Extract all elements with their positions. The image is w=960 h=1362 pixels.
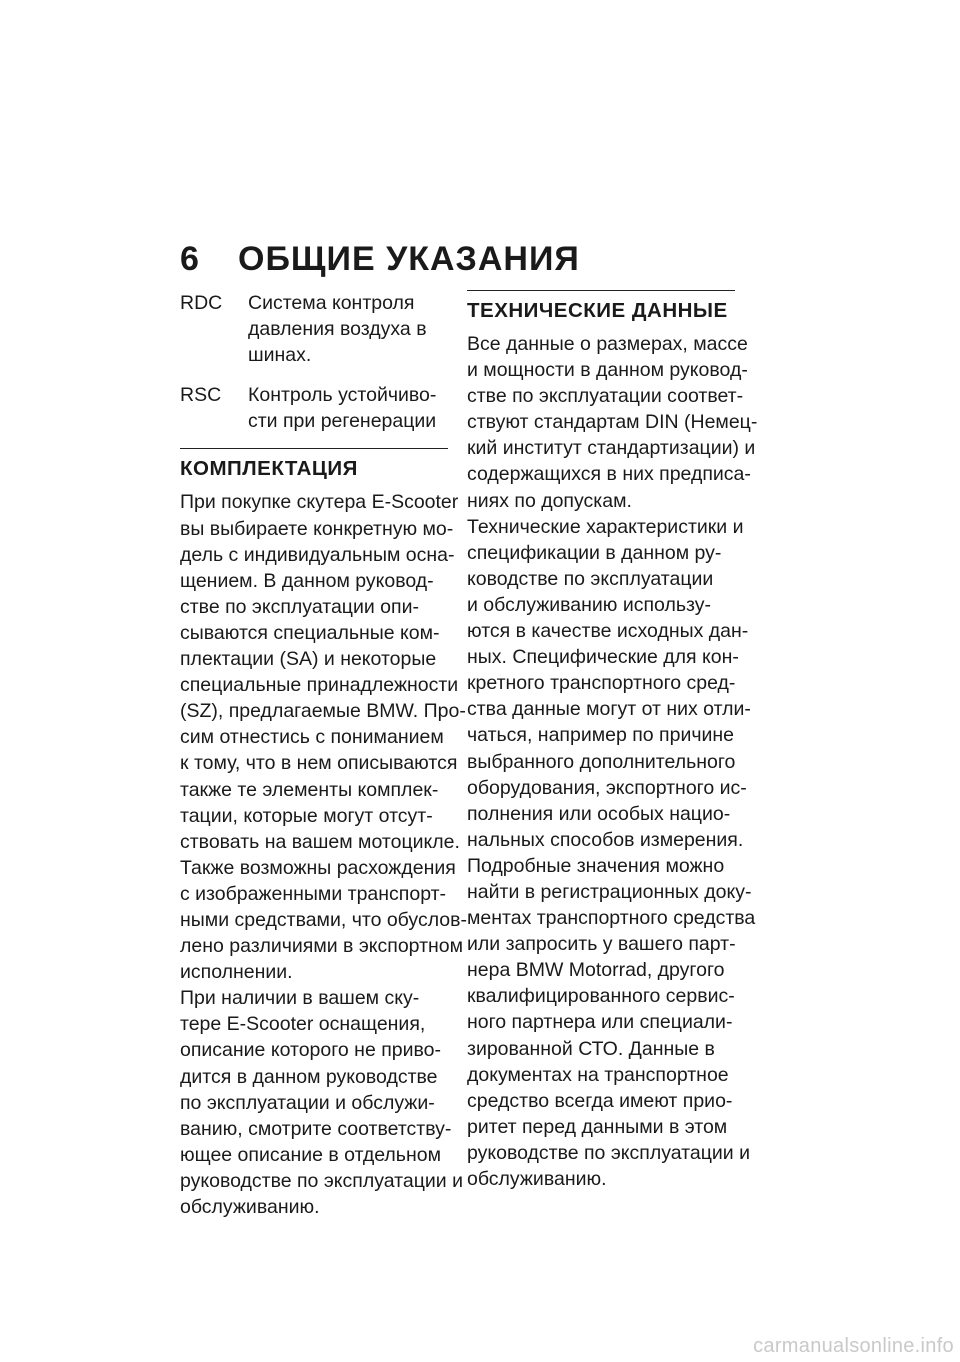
text-line: Контроль устойчиво- (248, 384, 437, 407)
text-line: При покупке скутера E-Scooter (180, 491, 459, 514)
text-line: вы выбираете конкретную мо- (180, 517, 454, 540)
text-line: исполнении. (180, 961, 293, 984)
chapter-number: 6 (180, 240, 200, 278)
text-line: содержащихся в них предписа- (467, 463, 751, 486)
abbreviation-definition (248, 290, 448, 368)
text-line: тации, которые могут отсут- (180, 804, 433, 827)
text-line: сываются специальные ком- (180, 621, 440, 644)
text-line: ного партнера или специали- (467, 1011, 733, 1034)
section-title-technical-data: ТЕХНИЧЕСКИЕ ДАННЫЕ (467, 290, 735, 325)
text-line: ментах транспортного средства (467, 907, 756, 930)
text-line: плектации (SA) и некоторые (180, 648, 437, 671)
text-line: Система контроля (248, 292, 415, 314)
text-line: квалифицированного сервис- (467, 985, 735, 1008)
text-line: стве по эксплуатации опи- (180, 595, 419, 618)
chapter-title: ОБЩИЕ УКАЗАНИЯ (238, 240, 580, 278)
text-line: ются в качестве исходных дан- (467, 620, 749, 643)
text-line: к тому, что в нем описываются (180, 752, 458, 775)
text-line: При наличии в вашем ску- (180, 987, 420, 1010)
text-line: выбранного дополнительного (467, 750, 736, 773)
text-line: ствовать на вашем мотоцикле. (180, 830, 460, 853)
abbreviation-rsc (180, 382, 448, 434)
text-line: с изображенными транспорт- (180, 882, 447, 905)
text-line: давления воздуха в (248, 318, 427, 341)
text-line: ствуют стандартам DIN (Немец- (467, 411, 758, 434)
text-line: также те элементы комплек- (180, 778, 439, 801)
text-line: руководстве по эксплуатации и (180, 1169, 463, 1192)
text-line: кий институт стандартизации) и (467, 437, 756, 460)
text-line: ниях по допускам. (467, 489, 632, 512)
text-line: шинах. (248, 344, 312, 367)
text-line: ных. Специфические для кон- (467, 646, 739, 669)
abbreviation-term: RSC (180, 384, 222, 407)
text-line: кретного транспортного сред- (467, 672, 736, 695)
text-line: и мощности в данном руковод- (467, 359, 748, 382)
text-line: описание которого не приво- (180, 1039, 441, 1062)
text-line: спецификации в данном ру- (467, 541, 722, 564)
text-line: дель с индивидуальным осна- (180, 543, 455, 566)
abbreviation-definition (248, 382, 448, 434)
chapter-heading (180, 240, 580, 279)
text-line: Подробные значения можно (467, 854, 725, 877)
text-line: обслуживанию. (180, 1196, 320, 1218)
text-line: лено различиями в экспортном (180, 935, 464, 958)
text-line: сти при регенерации (248, 410, 437, 433)
text-line: чаться, например по причине (467, 724, 735, 747)
abbreviation-rdc (180, 290, 448, 368)
text-line: ритет перед данными в этом (467, 1115, 728, 1138)
text-line: обслуживанию. (467, 1168, 607, 1190)
text-line: (SZ), предлагаемые BMW. Про- (180, 700, 466, 723)
text-line: нальных способов измерения. (467, 828, 744, 851)
text-line: Все данные о размерах, массе (467, 333, 748, 355)
text-line: средство всегда имеют прио- (467, 1089, 733, 1112)
section-body-equipment (180, 489, 467, 1220)
text-line: руководстве по эксплуатации и (467, 1141, 750, 1164)
text-line: найти в регистрационных доку- (467, 880, 752, 903)
text-line: ными средствами, что обуслов- (180, 908, 467, 931)
text-line: Также возможны расхождения (180, 856, 456, 879)
text-line: тере E-Scooter оснащения, (180, 1013, 426, 1036)
text-line: и обслуживанию использу- (467, 593, 711, 616)
text-line: полнения или особых нацио- (467, 802, 731, 825)
text-line: или запросить у вашего парт- (467, 933, 736, 956)
text-line: специальные принадлежности (180, 674, 459, 697)
text-line: нера BMW Motorrad, другого (467, 959, 725, 982)
section-title-equipment: КОМПЛЕКТАЦИЯ (180, 448, 448, 483)
text-line: сим отнестись с пониманием (180, 726, 444, 749)
right-column (467, 290, 758, 1192)
text-line: ванию, смотрите соответству- (180, 1117, 452, 1140)
text-line: дится в данном руководстве (180, 1065, 438, 1088)
text-line: щением. В данном руковод- (180, 569, 434, 592)
section-body-technical-data (467, 331, 758, 1192)
text-line: зированной СТО. Данные в (467, 1037, 715, 1060)
abbreviation-term: RDC (180, 292, 223, 314)
text-line: стве по эксплуатации соответ- (467, 385, 744, 408)
text-line: оборудования, экспортного ис- (467, 776, 747, 799)
text-line: ководстве по эксплуатации (467, 567, 714, 590)
watermark: carmanualsonline.info (753, 1335, 954, 1357)
text-line: документах на транспортное (467, 1063, 729, 1086)
text-line: по эксплуатации и обслужи- (180, 1091, 435, 1114)
text-line: Технические характеристики и (467, 515, 744, 538)
text-line: ства данные могут от них отли- (467, 698, 751, 721)
text-line: ющее описание в отдельном (180, 1143, 441, 1166)
left-column (180, 290, 467, 1220)
